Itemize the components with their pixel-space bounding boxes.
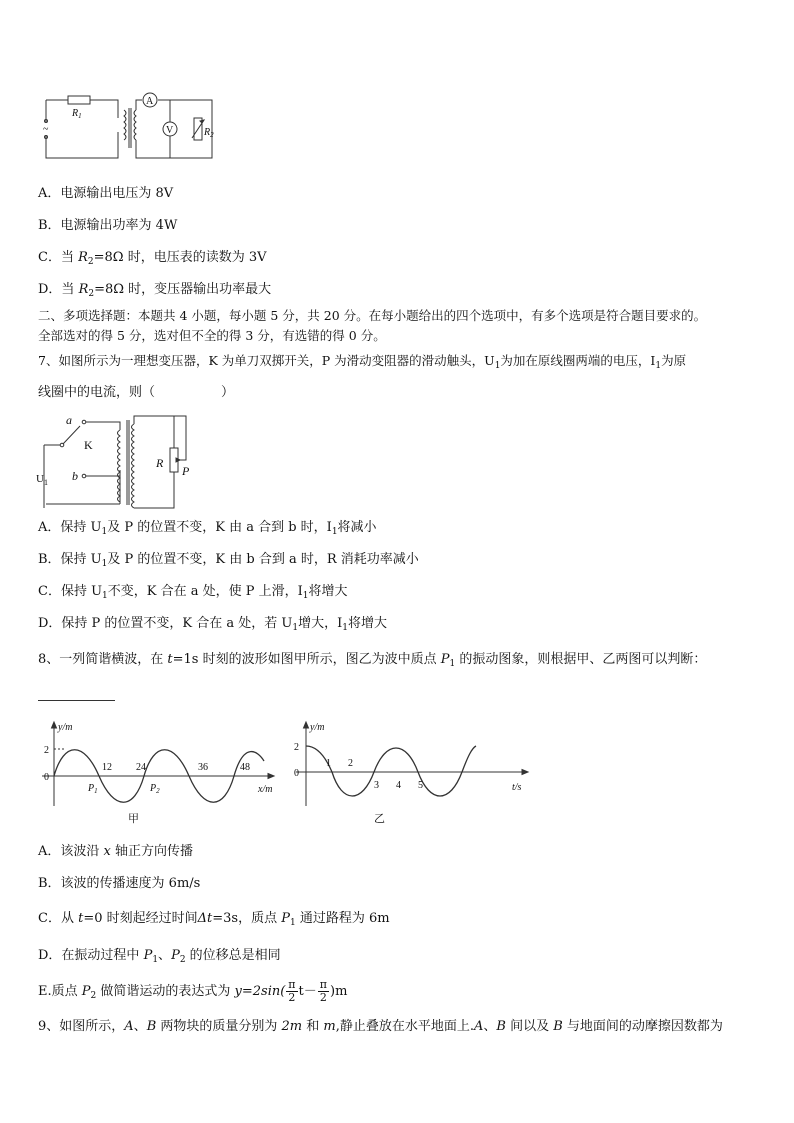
figure-transformer-switch [36, 410, 206, 510]
figure-circuit-1 [40, 90, 220, 165]
fig2-label-a: a [66, 413, 72, 427]
q8-stem: 8、一列简谐横波，在 t=1s 时刻的波形如图甲所示，图乙为波中质点 $P_1$ 的振动图象，则根据甲、乙两图可以判断： [38, 652, 707, 669]
divider-rule [38, 700, 115, 701]
q8-option-d: D．在振动过程中 $P_1$、$P_2$ 的位移总是相同 [38, 948, 281, 965]
fraction-pi-over-2: $\frac{\pi}{2}$ [319, 978, 327, 1004]
fig1-ammeter-label: A [146, 96, 154, 107]
graph2-t-tick-5: 5 [418, 780, 423, 791]
graph2-origin: 0 [294, 768, 299, 779]
q7-option-d: D．保持 P 的位置不变，K 合在 a 处，若 $U_1$增大，$I_1$将增大 [38, 616, 388, 633]
q6-option-c: C．当 $R_2=8\Omega$ 时，电压表的读数为 3V [38, 250, 267, 267]
figure-wave-graph [36, 716, 286, 828]
graph1-origin: 0 [44, 772, 49, 783]
q8-option-b: B．该波的传播速度为 6m/s [38, 876, 201, 891]
graph2-xlabel: t/s [512, 782, 522, 793]
graph2-t-tick-3: 3 [374, 780, 379, 791]
graph1-x-tick-36: 36 [198, 762, 208, 773]
graph1-x-tick-24: 24 [136, 762, 146, 773]
graph1-xlabel: x/m [258, 784, 273, 795]
q8-option-a: A．该波沿 x 轴正方向传播 [38, 844, 194, 859]
q6-option-d: D．当 $R_2=8\Omega$ 时，变压器输出功率最大 [38, 282, 272, 299]
q7-option-c: C．保持 $U_1$不变，K 合在 a 处，使 P 上滑，$I_1$将增大 [38, 584, 348, 601]
fig1-source-symbol: ~ [43, 124, 49, 135]
graph2-ylabel: y/m [310, 722, 325, 733]
section2-header-line2: 全部选对的得 5 分，选对但不全的得 3 分，有选错的得 0 分。 [38, 328, 386, 343]
graph1-y-tick: 2 [44, 745, 49, 756]
q7-stem-line1: 7、如图所示为一理想变压器，K 为单刀双掷开关，P 为滑动变阻器的滑动触头，$U_1$为加在原线圈两端的电压，$I_1$为原 [38, 353, 687, 371]
q7-stem-line2: 线圈中的电流，则（ ） [38, 385, 235, 400]
q8-option-c: C．从 t=0 时刻起经过时间Δt=3s，质点 $P_1$ 通过路程为 6m [38, 911, 390, 928]
fig1-r2-label: $R_2$ [204, 127, 214, 139]
graph2-t-tick-4: 4 [396, 780, 401, 791]
graph2-t-tick-2: 2 [348, 758, 353, 769]
fig1-voltmeter-label: V [166, 125, 174, 136]
q9-stem: 9、如图所示，A、B 两物块的质量分别为 2m 和 m,静止叠放在水平地面上.A、B 间以及 B 与地面间的动摩擦因数都为 [38, 1019, 723, 1034]
fig2-label-b: b [72, 469, 78, 483]
graph2-caption: 乙 [374, 813, 385, 825]
q6-option-a: A．电源输出电压为 8V [38, 186, 174, 201]
fraction-pi-over-2: $\frac{\pi}{2}$ [288, 978, 296, 1004]
graph1-p1-label: $P_1$ [88, 783, 98, 795]
graph1-x-tick-48: 48 [240, 762, 250, 773]
graph2-y-tick: 2 [294, 742, 299, 753]
fig2-label-r: R [156, 456, 164, 470]
fig2-label-k: K [84, 438, 93, 452]
graph1-p2-label: $P_2$ [150, 783, 160, 795]
fig2-label-u1: $U_1$ [36, 473, 48, 487]
graph1-x-tick-12: 12 [102, 762, 112, 773]
q7-option-a: A．保持 $U_1$及 P 的位置不变，K 由 a 合到 b 时，$I_1$将减小 [38, 520, 377, 537]
figure-vibration-graph [290, 716, 535, 828]
q7-option-b: B．保持 $U_1$及 P 的位置不变，K 由 b 合到 a 时，R 消耗功率减小 [38, 552, 419, 569]
graph2-t-tick-1: 1 [326, 758, 331, 769]
graph1-ylabel: y/m [58, 722, 73, 733]
fig2-label-p: P [182, 464, 190, 478]
q6-option-b: B．电源输出功率为 4W [38, 218, 178, 233]
graph1-caption: 甲 [128, 813, 139, 825]
q8-option-e: E.质点 $P_2$ 做简谐运动的表达式为 y=2sin( $\frac{\pi}{2}$ t－ $\frac{\pi}{2}$ )m [38, 978, 348, 1004]
fig1-r1-label: $R_1$ [72, 108, 82, 120]
section2-header-line1: 二、多项选择题：本题共 4 小题，每小题 5 分，共 20 分。在每小题给出的四个选项中，有多个选项是符合题目要求的。 [38, 308, 707, 323]
